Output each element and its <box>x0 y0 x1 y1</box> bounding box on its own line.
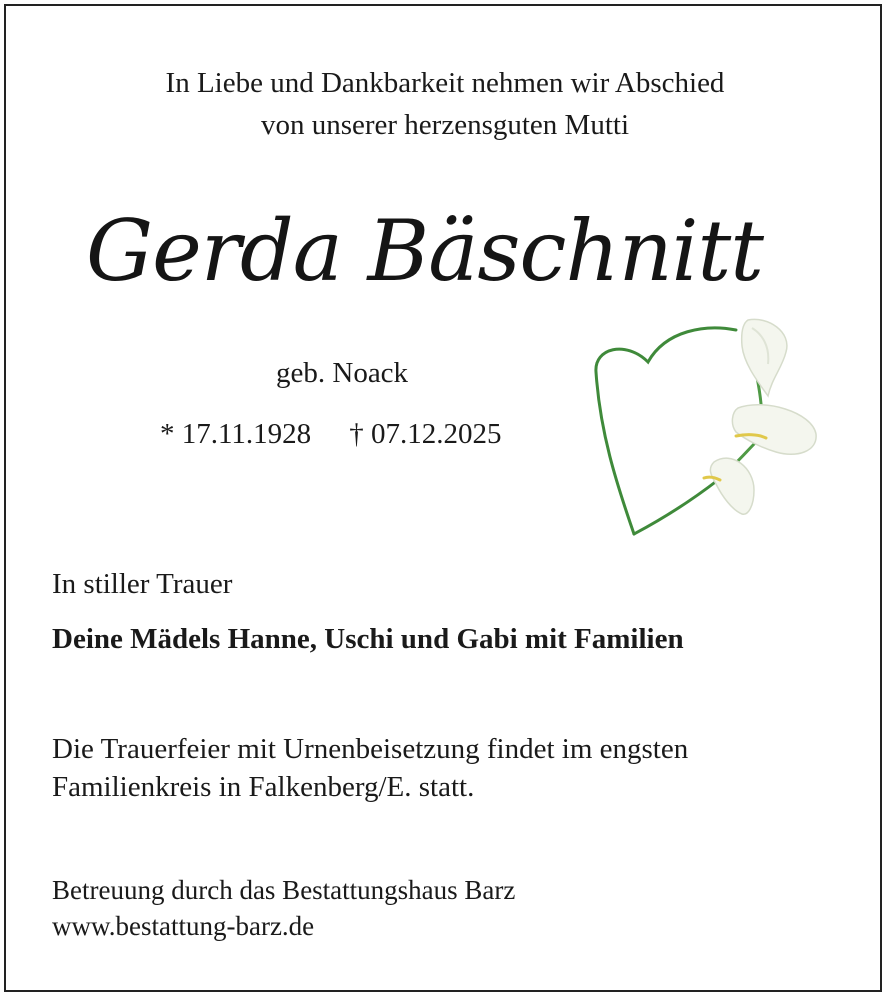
calla-lily-top-icon <box>742 319 787 396</box>
birth-date: * 17.11.1928 <box>160 418 312 450</box>
ceremony-line-2: Familienkreis in Falkenberg/E. statt. <box>52 771 475 803</box>
mourner-names: Deine Mädels Hanne, Uschi und Gabi mit Familien <box>52 623 684 655</box>
funeral-home-website: www.bestattung-barz.de <box>52 911 315 941</box>
death-date: † 07.12.2025 <box>349 418 502 450</box>
intro-line-1: In Liebe und Dankbarkeit nehmen wir Abschied <box>165 67 725 99</box>
heart-with-calla-lilies-icon <box>586 312 826 548</box>
intro-text <box>0 62 890 146</box>
ceremony-line-1: Die Trauerfeier mit Urnenbeisetzung findet im engsten <box>52 733 689 765</box>
calla-lily-middle-icon <box>732 405 816 455</box>
funeral-home-info <box>52 872 515 944</box>
funeral-home-name: Betreuung durch das Bestattungshaus Barz <box>52 875 516 905</box>
life-dates <box>160 416 501 452</box>
intro-line-2: von unserer herzensguten Mutti <box>260 109 630 141</box>
deceased-name: Gerda Bäschnitt <box>86 202 764 300</box>
mourning-intro: In stiller Trauer <box>52 568 233 600</box>
ceremony-info <box>52 730 688 806</box>
maiden-name: geb. Noack <box>276 357 409 389</box>
